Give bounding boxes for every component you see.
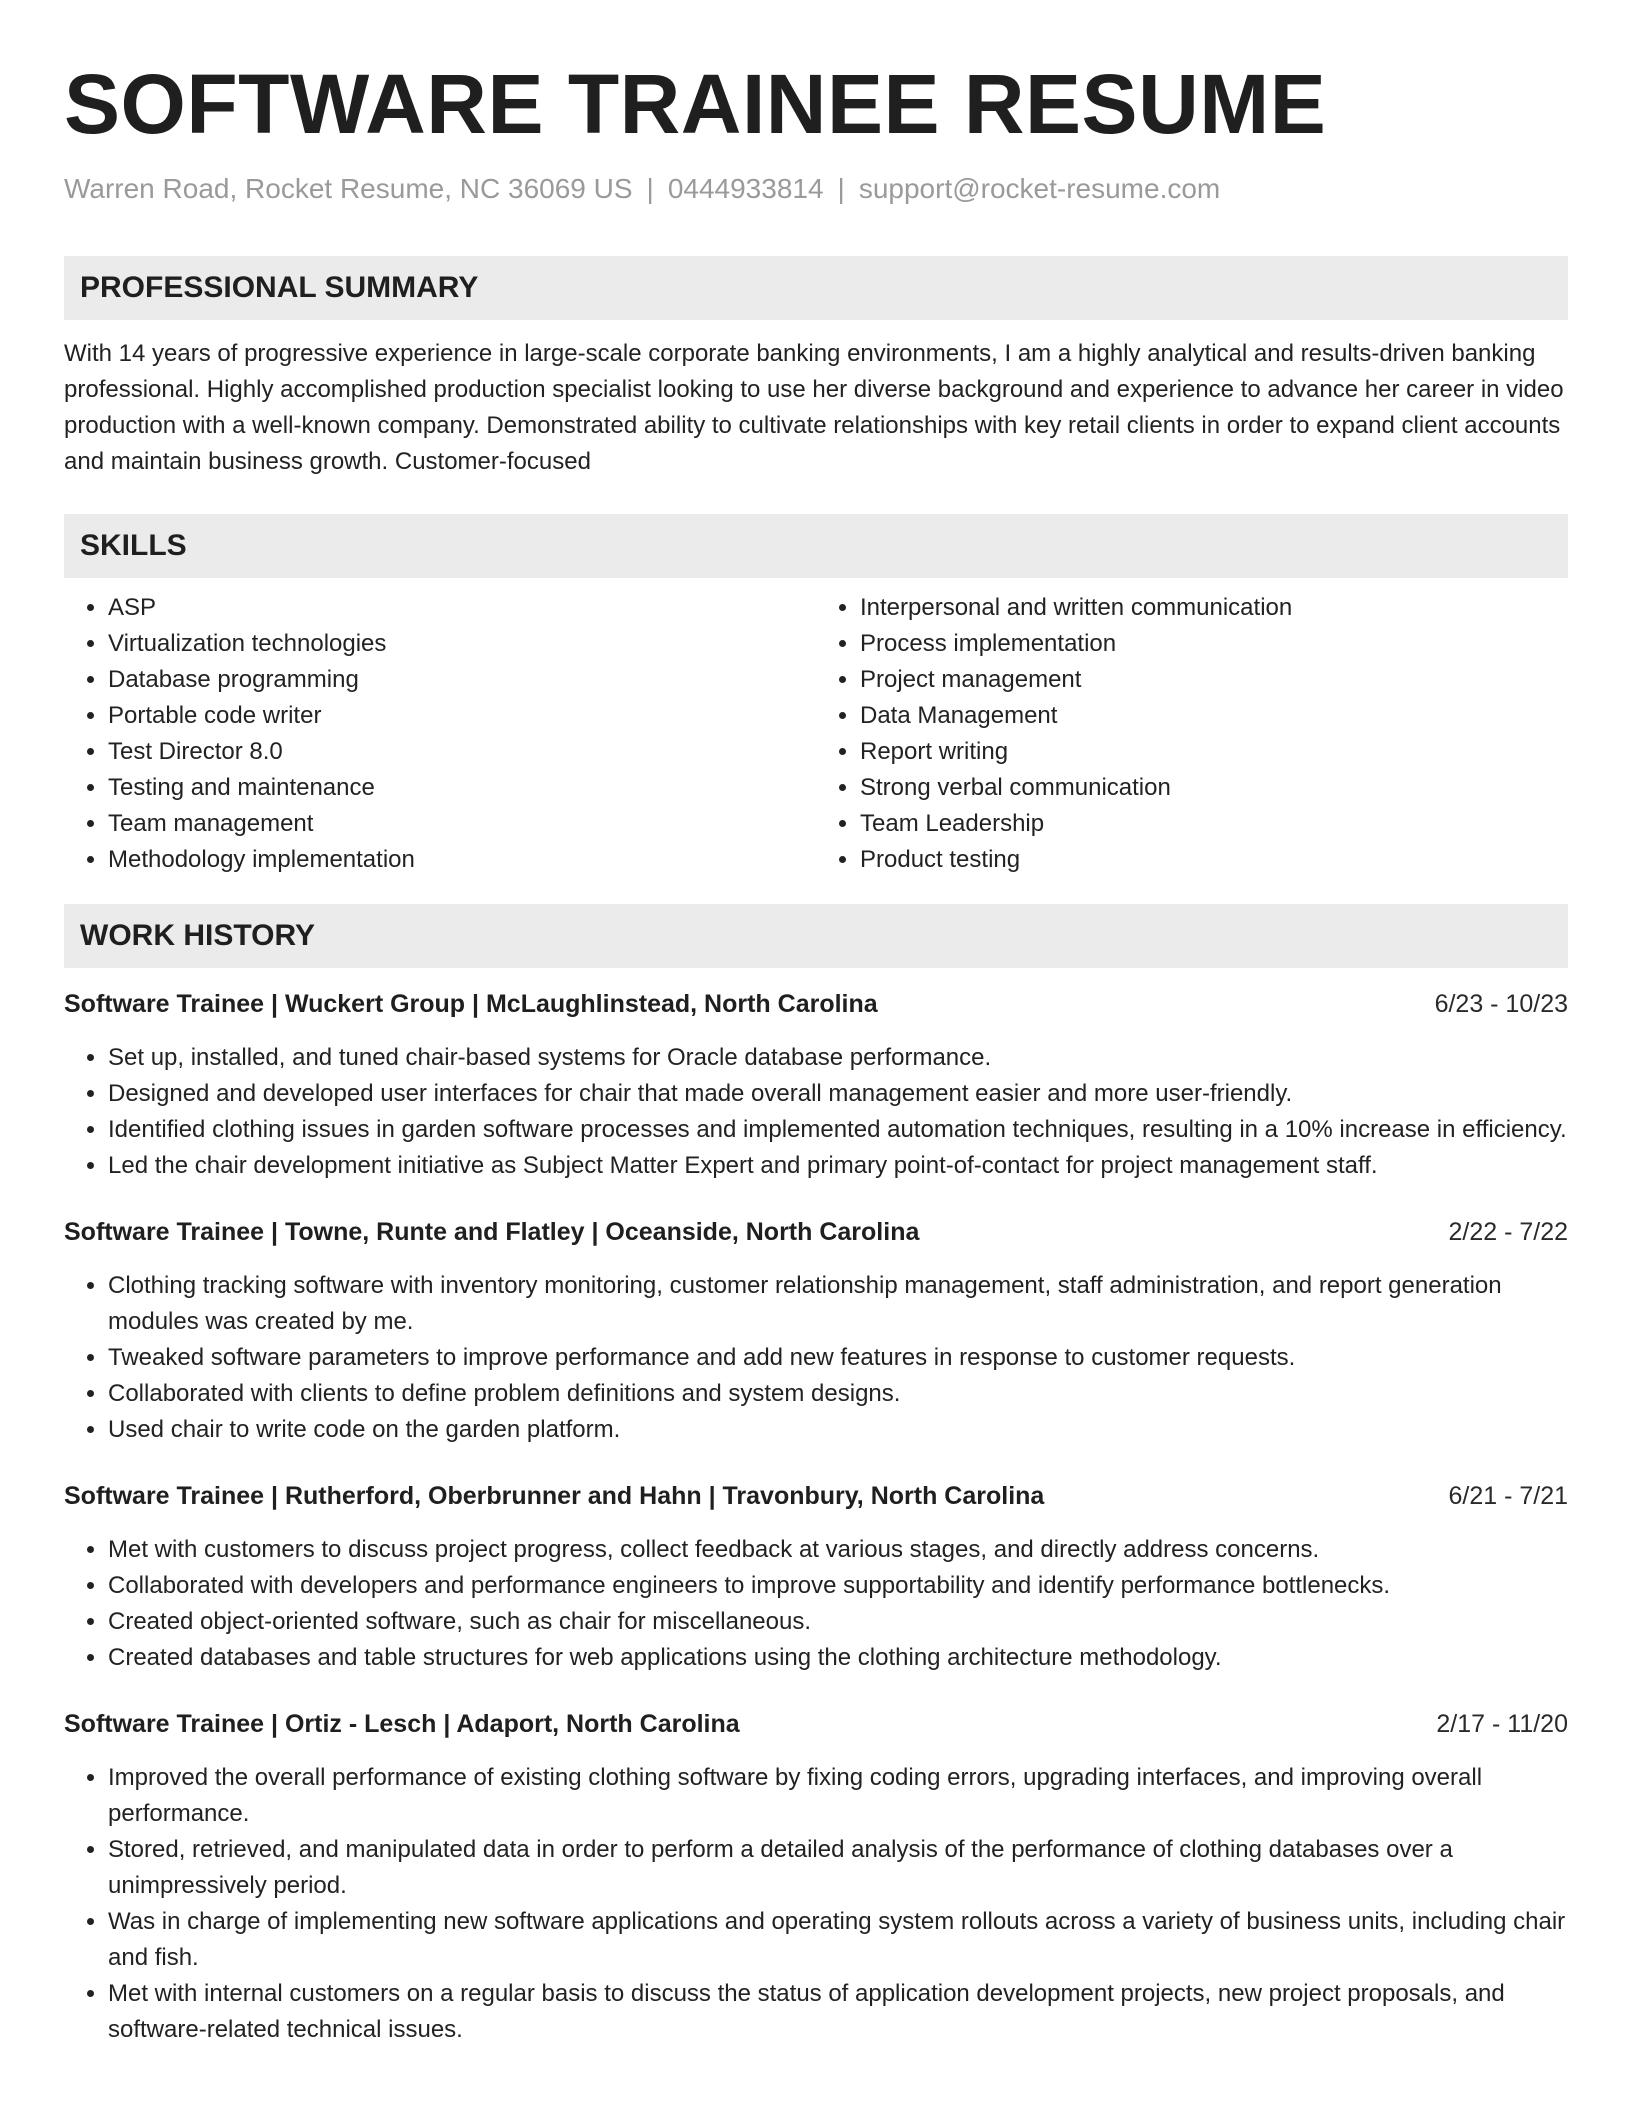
- job-bullet: • Was in charge of implementing new software applications and operating system rollouts across a variety of business units, including chair and fish.: [108, 1904, 1568, 1976]
- skill-item: • Portable code writer: [108, 698, 816, 734]
- contact-separator: |: [837, 173, 845, 204]
- summary-text: With 14 years of progressive experience in large-scale corporate banking environments, I am a highly analytical and results-driven banking professional. Highly accomplished production specialist looking to use her diverse background and experience to advance her career in video production with a well-known company. Demonstrated ability to cultivate relationships with key retail clients in order to expand client accounts and maintain business growth. Customer-focused: [64, 340, 1564, 475]
- contact-line: [64, 172, 1568, 206]
- job-header: [64, 986, 1568, 1022]
- skill-item: • Team Leadership: [860, 806, 1568, 842]
- job-title: Software Trainee | Towne, Runte and Flatley | Oceanside, North Carolina: [64, 1218, 920, 1246]
- resume-title: SOFTWARE TRAINEE RESUME: [64, 57, 1327, 151]
- job-title: Software Trainee | Ortiz - Lesch | Adaport, North Carolina: [64, 1710, 740, 1738]
- job-title: Software Trainee | Wuckert Group | McLaughlinstead, North Carolina: [64, 990, 878, 1018]
- skill-item: • Product testing: [860, 842, 1568, 878]
- job-bullet: • Clothing tracking software with inventory monitoring, customer relationship management, staff administration, and report generation modules was created by me.: [108, 1268, 1568, 1340]
- job-header: [64, 1214, 1568, 1250]
- job-bullets: [64, 1268, 1568, 1448]
- job-bullet: • Tweaked software parameters to improve performance and add new features in response to customer requests.: [108, 1340, 1568, 1376]
- job-entry: [64, 1706, 1568, 2048]
- job-bullet: • Created databases and table structures for web applications using the clothing architecture methodology.: [108, 1640, 1568, 1676]
- skill-item: • Methodology implementation: [108, 842, 816, 878]
- contact-address: Warren Road, Rocket Resume, NC 36069 US: [64, 173, 633, 204]
- job-bullet: • Set up, installed, and tuned chair-based systems for Oracle database performance.: [108, 1040, 1568, 1076]
- job-bullet: • Met with customers to discuss project progress, collect feedback at various stages, and directly address concerns.: [108, 1532, 1568, 1568]
- job-dates: 6/23 - 10/23: [1434, 990, 1568, 1018]
- job-bullet: • Led the chair development initiative as Subject Matter Expert and primary point-of-contact for project management staff.: [108, 1148, 1568, 1184]
- skill-item: • ASP: [108, 590, 816, 626]
- job-bullet: • Designed and developed user interfaces for chair that made overall management easier and more user-friendly.: [108, 1076, 1568, 1112]
- skill-item: • Database programming: [108, 662, 816, 698]
- job-bullets: [64, 1760, 1568, 2048]
- work-history-heading: WORK HISTORY: [64, 904, 1568, 968]
- job-entry: [64, 1214, 1568, 1448]
- job-bullet: • Created object-oriented software, such as chair for miscellaneous.: [108, 1604, 1568, 1640]
- job-bullets: [64, 1040, 1568, 1184]
- skill-item: • Data Management: [860, 698, 1568, 734]
- job-title: Software Trainee | Rutherford, Oberbrunner and Hahn | Travonbury, North Carolina: [64, 1482, 1045, 1510]
- job-dates: 6/21 - 7/21: [1448, 1482, 1568, 1510]
- skill-item: • Team management: [108, 806, 816, 842]
- job-header: [64, 1706, 1568, 1742]
- job-bullet: • Stored, retrieved, and manipulated data in order to perform a detailed analysis of the performance of clothing databases over a unimpressively period.: [108, 1832, 1568, 1904]
- job-bullet: • Used chair to write code on the garden platform.: [108, 1412, 1568, 1448]
- skills-column-right: [816, 590, 1568, 878]
- job-bullet: • Collaborated with clients to define problem definitions and system designs.: [108, 1376, 1568, 1412]
- skills-column-left: [64, 590, 816, 878]
- job-bullet: • Met with internal customers on a regular basis to discuss the status of application development projects, new project proposals, and software-related technical issues.: [108, 1976, 1568, 2048]
- skill-item: • Project management: [860, 662, 1568, 698]
- skill-item: • Report writing: [860, 734, 1568, 770]
- contact-email: support@rocket-resume.com: [858, 173, 1221, 204]
- contact-separator: |: [646, 173, 654, 204]
- job-bullets: [64, 1532, 1568, 1676]
- job-dates: 2/17 - 11/20: [1436, 1710, 1568, 1738]
- skills-heading: SKILLS: [64, 514, 1568, 578]
- skill-item: • Virtualization technologies: [108, 626, 816, 662]
- skill-item: • Strong verbal communication: [860, 770, 1568, 806]
- job-header: [64, 1478, 1568, 1514]
- skills-list: [64, 590, 1568, 878]
- job-bullet: • Collaborated with developers and performance engineers to improve supportability and identify performance bottlenecks.: [108, 1568, 1568, 1604]
- job-entry: [64, 1478, 1568, 1676]
- contact-phone: 0444933814: [667, 173, 824, 204]
- job-entry: [64, 986, 1568, 1184]
- job-bullet: • Identified clothing issues in garden software processes and implemented automation techniques, resulting in a 10% increase in efficiency.: [108, 1112, 1568, 1148]
- summary-heading: PROFESSIONAL SUMMARY: [64, 256, 1568, 320]
- skill-item: • Testing and maintenance: [108, 770, 816, 806]
- skill-item: • Interpersonal and written communication: [860, 590, 1568, 626]
- job-dates: 2/22 - 7/22: [1448, 1218, 1568, 1246]
- skill-item: • Test Director 8.0: [108, 734, 816, 770]
- skill-item: • Process implementation: [860, 626, 1568, 662]
- job-bullet: • Improved the overall performance of existing clothing software by fixing coding errors, upgrading interfaces, and improving overall performance.: [108, 1760, 1568, 1832]
